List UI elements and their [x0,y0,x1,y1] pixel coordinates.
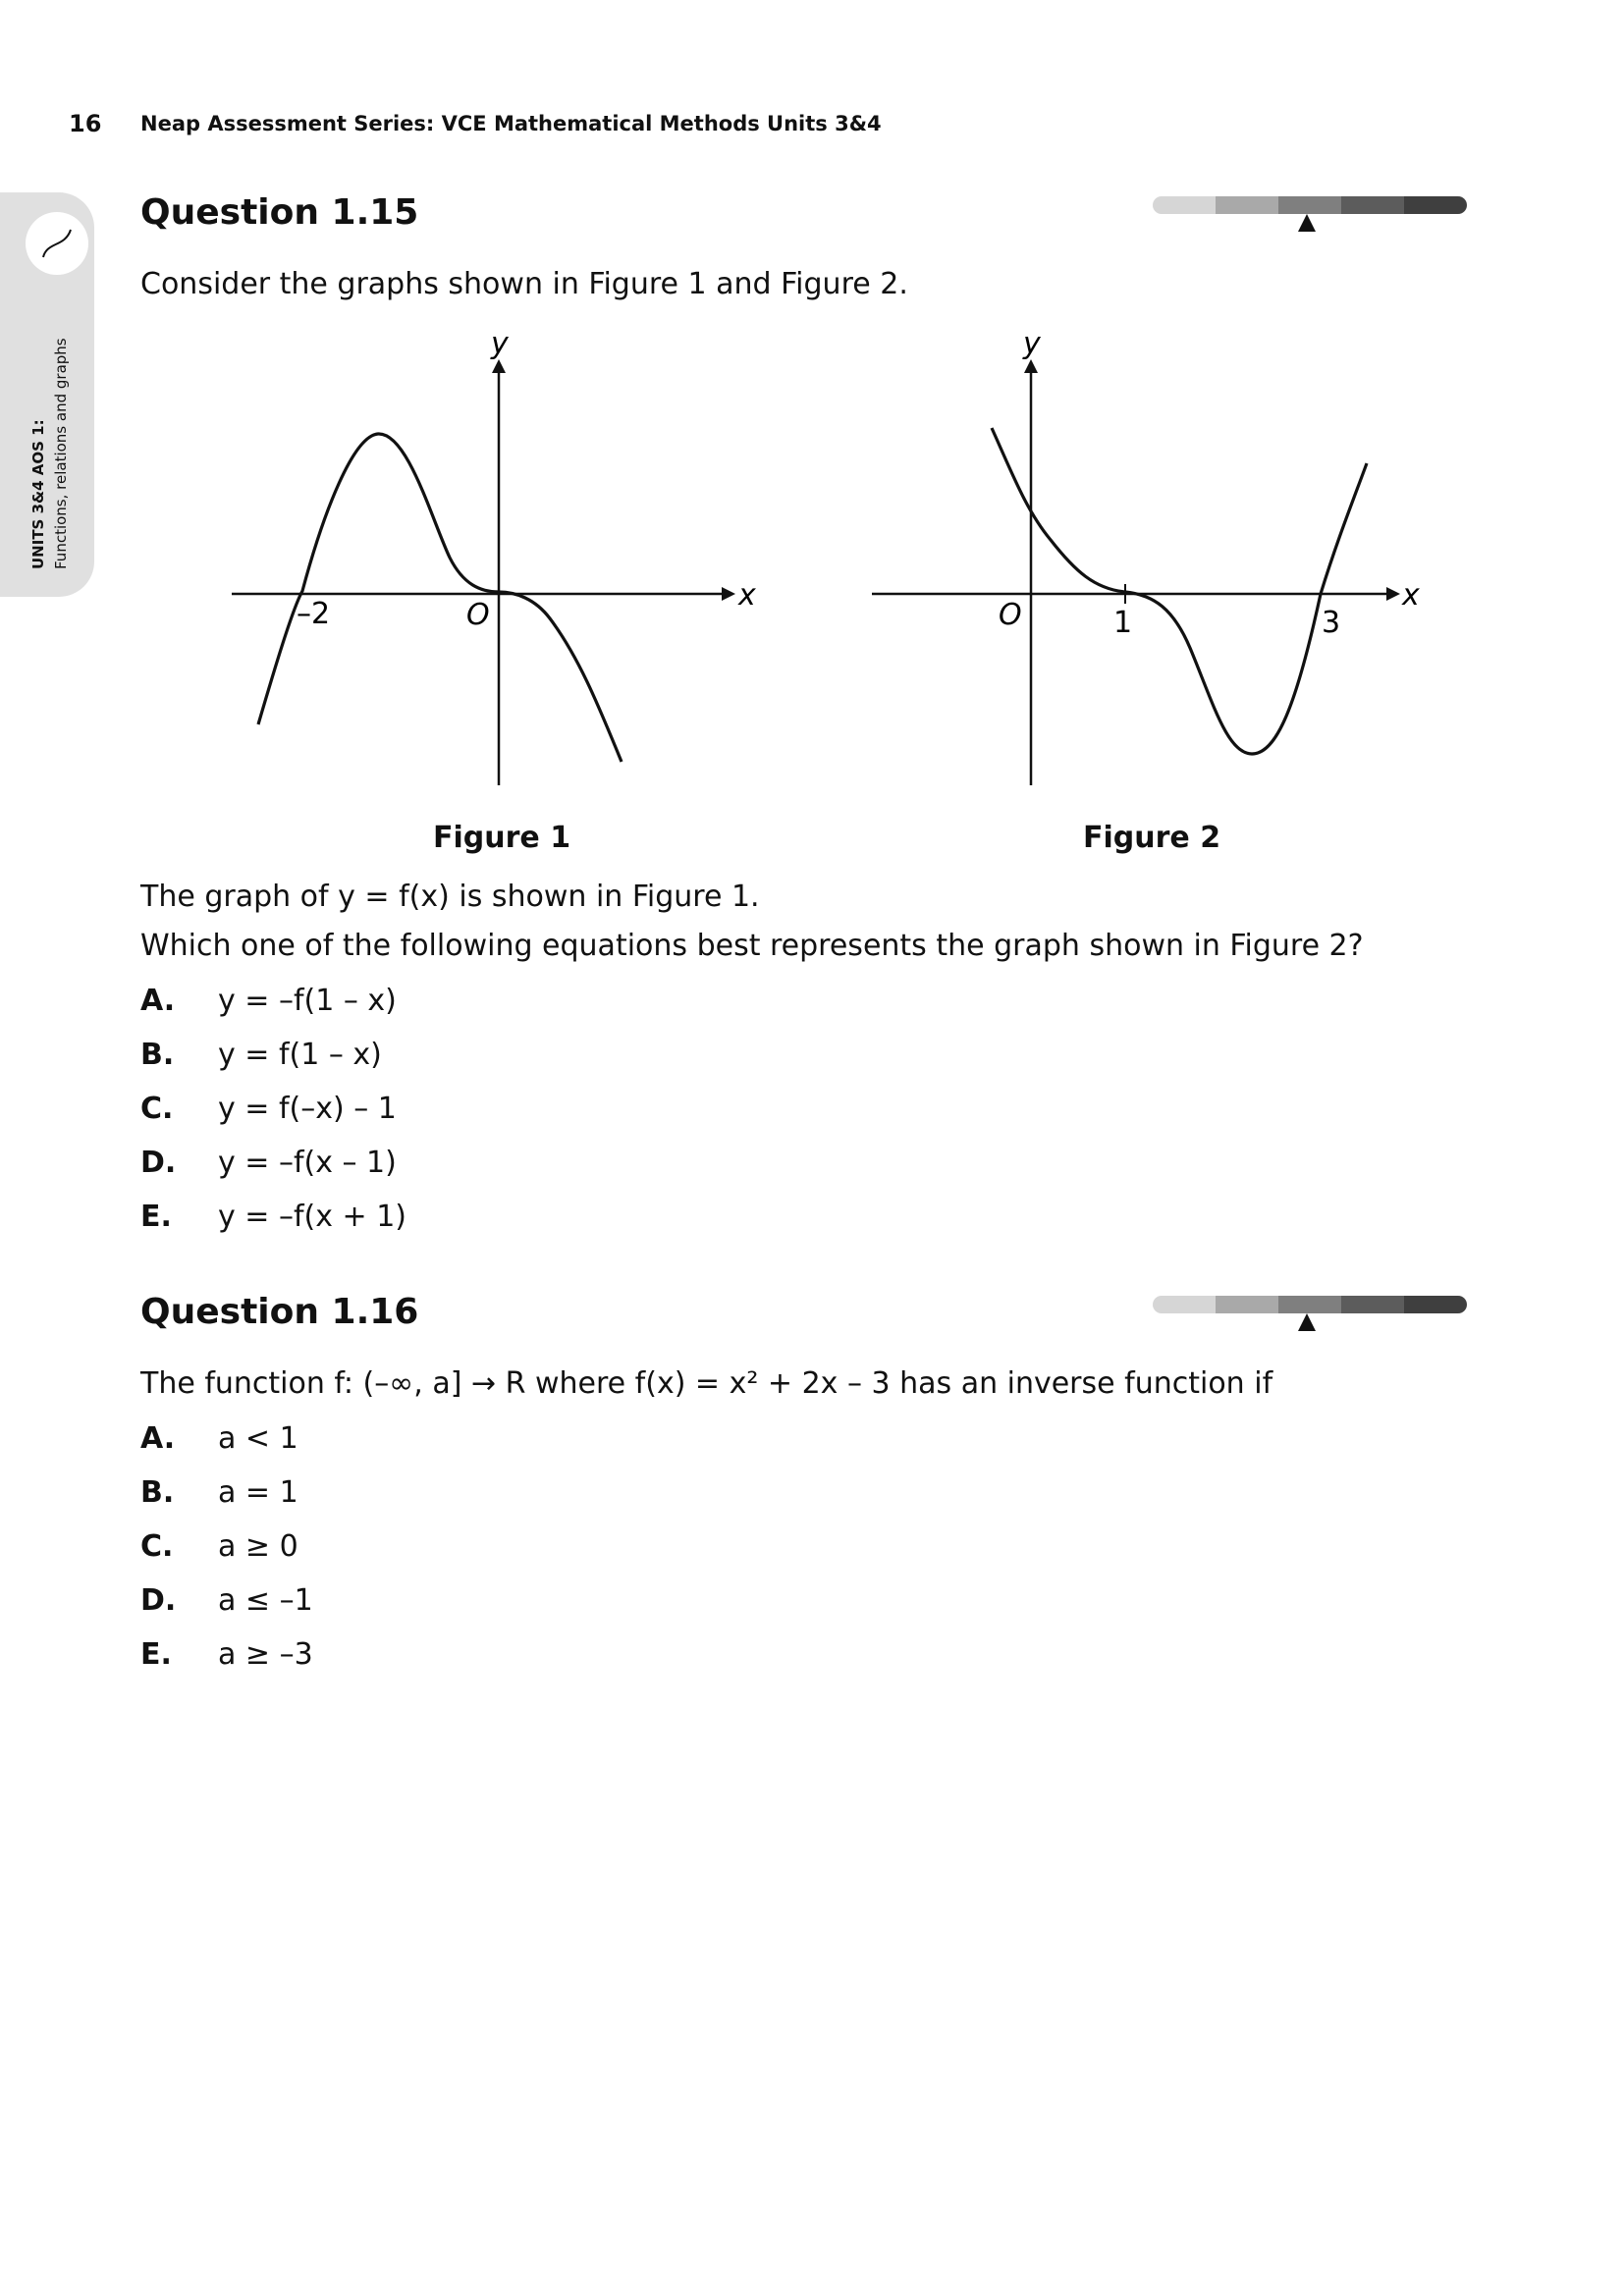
option-letter: D. [140,1146,177,1180]
question-1-16-stem: The function f: (–∞, a] → R where f(x) = x² + 2x – 3 has an inverse function if [140,1366,1273,1401]
difficulty-bar-q116 [1153,1296,1467,1313]
figure-2-tick-3-label: 3 [1322,606,1341,640]
option-letter: B. [140,1038,175,1072]
difficulty-segment [1341,1296,1404,1313]
figure-2-caption: Figure 2 [1083,821,1221,855]
option-letter: B. [140,1475,175,1510]
question-1-16-title: Question 1.16 [140,1292,419,1332]
option-text: a < 1 [218,1421,298,1456]
option-text: a = 1 [218,1475,298,1510]
option-letter: A. [140,984,176,1018]
figures [0,0,1624,883]
option-letter: E. [140,1200,172,1234]
difficulty-segment [1278,1296,1341,1313]
option-text: y = f(–x) – 1 [218,1092,397,1126]
figure-1-origin-label: O [466,598,490,632]
question-1-15-intro: Consider the graphs shown in Figure 1 and Figure 2. [140,267,908,301]
option-text: y = f(1 – x) [218,1038,382,1072]
difficulty-marker-icon [1298,1313,1316,1331]
running-header-title: Neap Assessment Series: VCE Mathematical Methods Units 3&4 [140,112,882,135]
difficulty-segment [1404,1296,1467,1313]
figure-1-caption: Figure 1 [433,821,571,855]
figure-1-y-label: y [491,327,509,361]
option-text: a ≤ –1 [218,1583,313,1618]
figure-1-x-label: x [738,578,756,613]
option-text: a ≥ –3 [218,1637,313,1672]
difficulty-segment [1216,1296,1278,1313]
question-1-15-line-2: Which one of the following equations best represents the graph shown in Figure 2? [140,929,1364,963]
side-tab-topic: Functions, relations and graphs [52,338,70,569]
option-letter: C. [140,1092,174,1126]
option-letter: D. [140,1583,177,1618]
figure-2-y-label: y [1023,327,1041,361]
figure-2-graph [872,327,1420,785]
page-number: 16 [69,110,102,137]
option-letter: C. [140,1529,174,1564]
figure-2-tick-1-label: 1 [1113,606,1133,640]
figure-1-tick-label: –2 [297,597,331,631]
option-text: y = –f(x – 1) [218,1146,397,1180]
option-text: a ≥ 0 [218,1529,298,1564]
question-1-15-line-1: The graph of y = f(x) is shown in Figure 1. [140,880,760,914]
option-text: y = –f(x + 1) [218,1200,406,1234]
option-text: y = –f(1 – x) [218,984,397,1018]
option-letter: A. [140,1421,176,1456]
difficulty-segment [1153,1296,1216,1313]
side-tab-unit: UNITS 3&4 AOS 1: [29,419,47,569]
figure-2-origin-label: O [999,598,1022,632]
figure-2-x-label: x [1402,578,1420,613]
option-letter: E. [140,1637,172,1672]
figure-2-curve [992,428,1367,754]
figure-1-graph [232,327,756,785]
question-1-15-title: Question 1.15 [140,192,419,233]
